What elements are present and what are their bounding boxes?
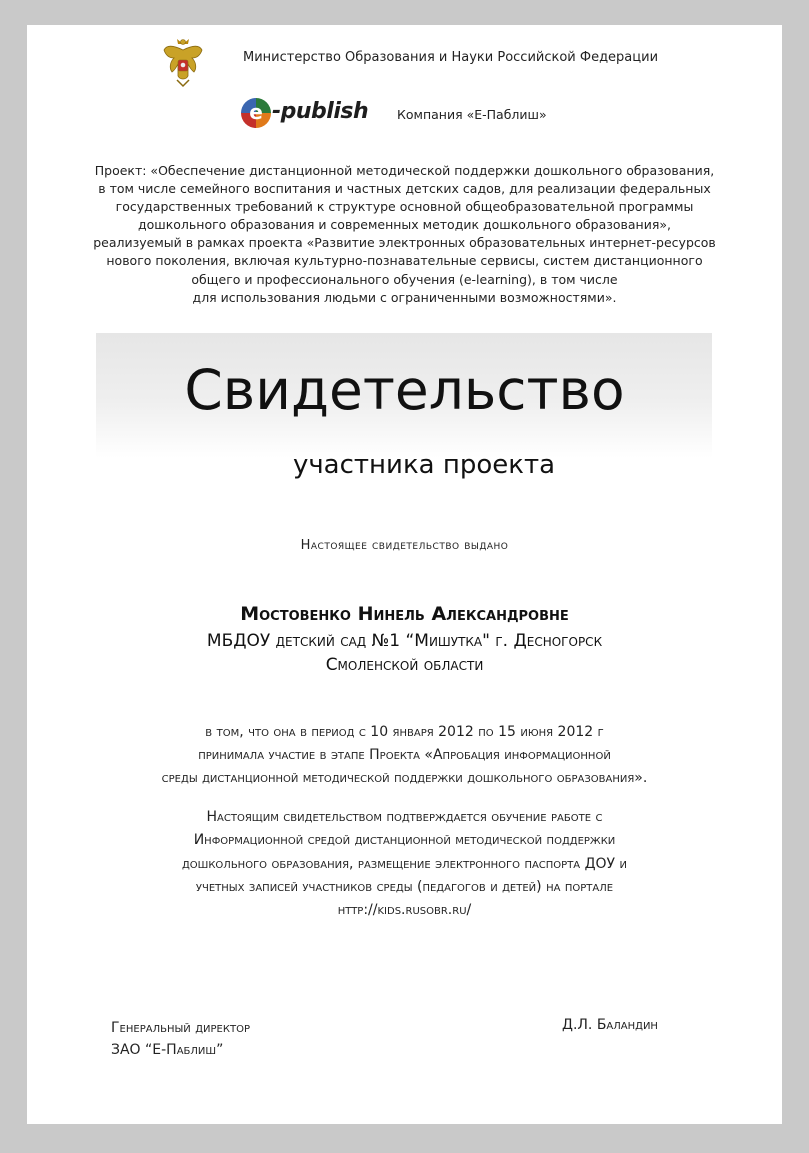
project-line: дошкольного образования и современных методик дошкольного образования»,	[137, 217, 671, 233]
participation-period	[27, 721, 782, 790]
project-description	[57, 162, 752, 307]
project-line: общего и профессионального обучения (e-learning), в том числе	[191, 271, 618, 287]
logo-badge-letter: e	[249, 100, 263, 124]
project-line: реализуемый в рамках проекта «Развитие электронных образовательных интернет-ресурсов	[93, 235, 716, 251]
portal-url: http://kids.rusobr.ru/	[337, 902, 472, 919]
confirmation-line: дошкольного образования, размещение электронного паспорта ДОУ и	[181, 855, 628, 872]
recipient-name: Мостовенко Нинель Александровне	[240, 603, 569, 625]
period-line: в том, что она в период с 10 января 2012 по 15 июня 2012 г	[205, 724, 604, 740]
certificate-sheet	[27, 25, 782, 1124]
organization	[27, 629, 782, 677]
ministry-name: Министерство Образования и Науки Российской Федерации	[243, 50, 659, 65]
confirmation-line: Настоящим свидетельством подтверждается обучение работе с	[206, 809, 603, 825]
project-line: для использования людьми с ограниченными возможностями».	[192, 289, 617, 305]
period-line: среды дистанционной методической поддержки дошкольного образования».	[161, 770, 648, 786]
confirmation-line: Информационной средой дистанционной методической поддержки	[193, 832, 616, 849]
position-line: Генеральный директор	[111, 1020, 250, 1036]
certificate-title: Свидетельство	[184, 358, 625, 422]
project-line: в том числе семейного воспитания и частных детских садов, для реализации федеральных	[98, 181, 711, 197]
coat-of-arms-icon	[163, 36, 203, 90]
organization-line: Смоленской области	[325, 655, 484, 675]
project-line: Проект: «Обеспечение дистанционной методической поддержки дошкольного образования,	[94, 163, 715, 178]
organization-line: МБДОУ детский сад №1 “Мишутка" г. Десногорск	[206, 631, 603, 651]
signatory-position	[111, 1017, 250, 1061]
signatory-name: Д.Л. Баландин	[562, 1017, 658, 1033]
e-publish-logo	[241, 98, 376, 128]
certificate-subtitle: участника проекта	[292, 450, 556, 480]
project-line: нового поколения, включая культурно-познавательные сервисы, систем дистанционного	[106, 253, 703, 269]
company-name: Компания «Е-Паблиш»	[397, 107, 547, 122]
position-line: ЗАО “Е-Паблиш”	[111, 1042, 224, 1058]
issued-to-label: Настоящее свидетельство выдано	[300, 538, 509, 553]
project-line: государственных требований к структуре основной общеобразовательной программы	[115, 199, 694, 215]
logo-text: -publish	[272, 99, 369, 124]
period-line: принимала участие в этапе Проекта «Апробация информационной	[198, 747, 611, 763]
confirmation-line: учетных записей участников среды (педагогов и детей) на портале	[195, 878, 614, 895]
confirmation-text	[27, 806, 782, 922]
